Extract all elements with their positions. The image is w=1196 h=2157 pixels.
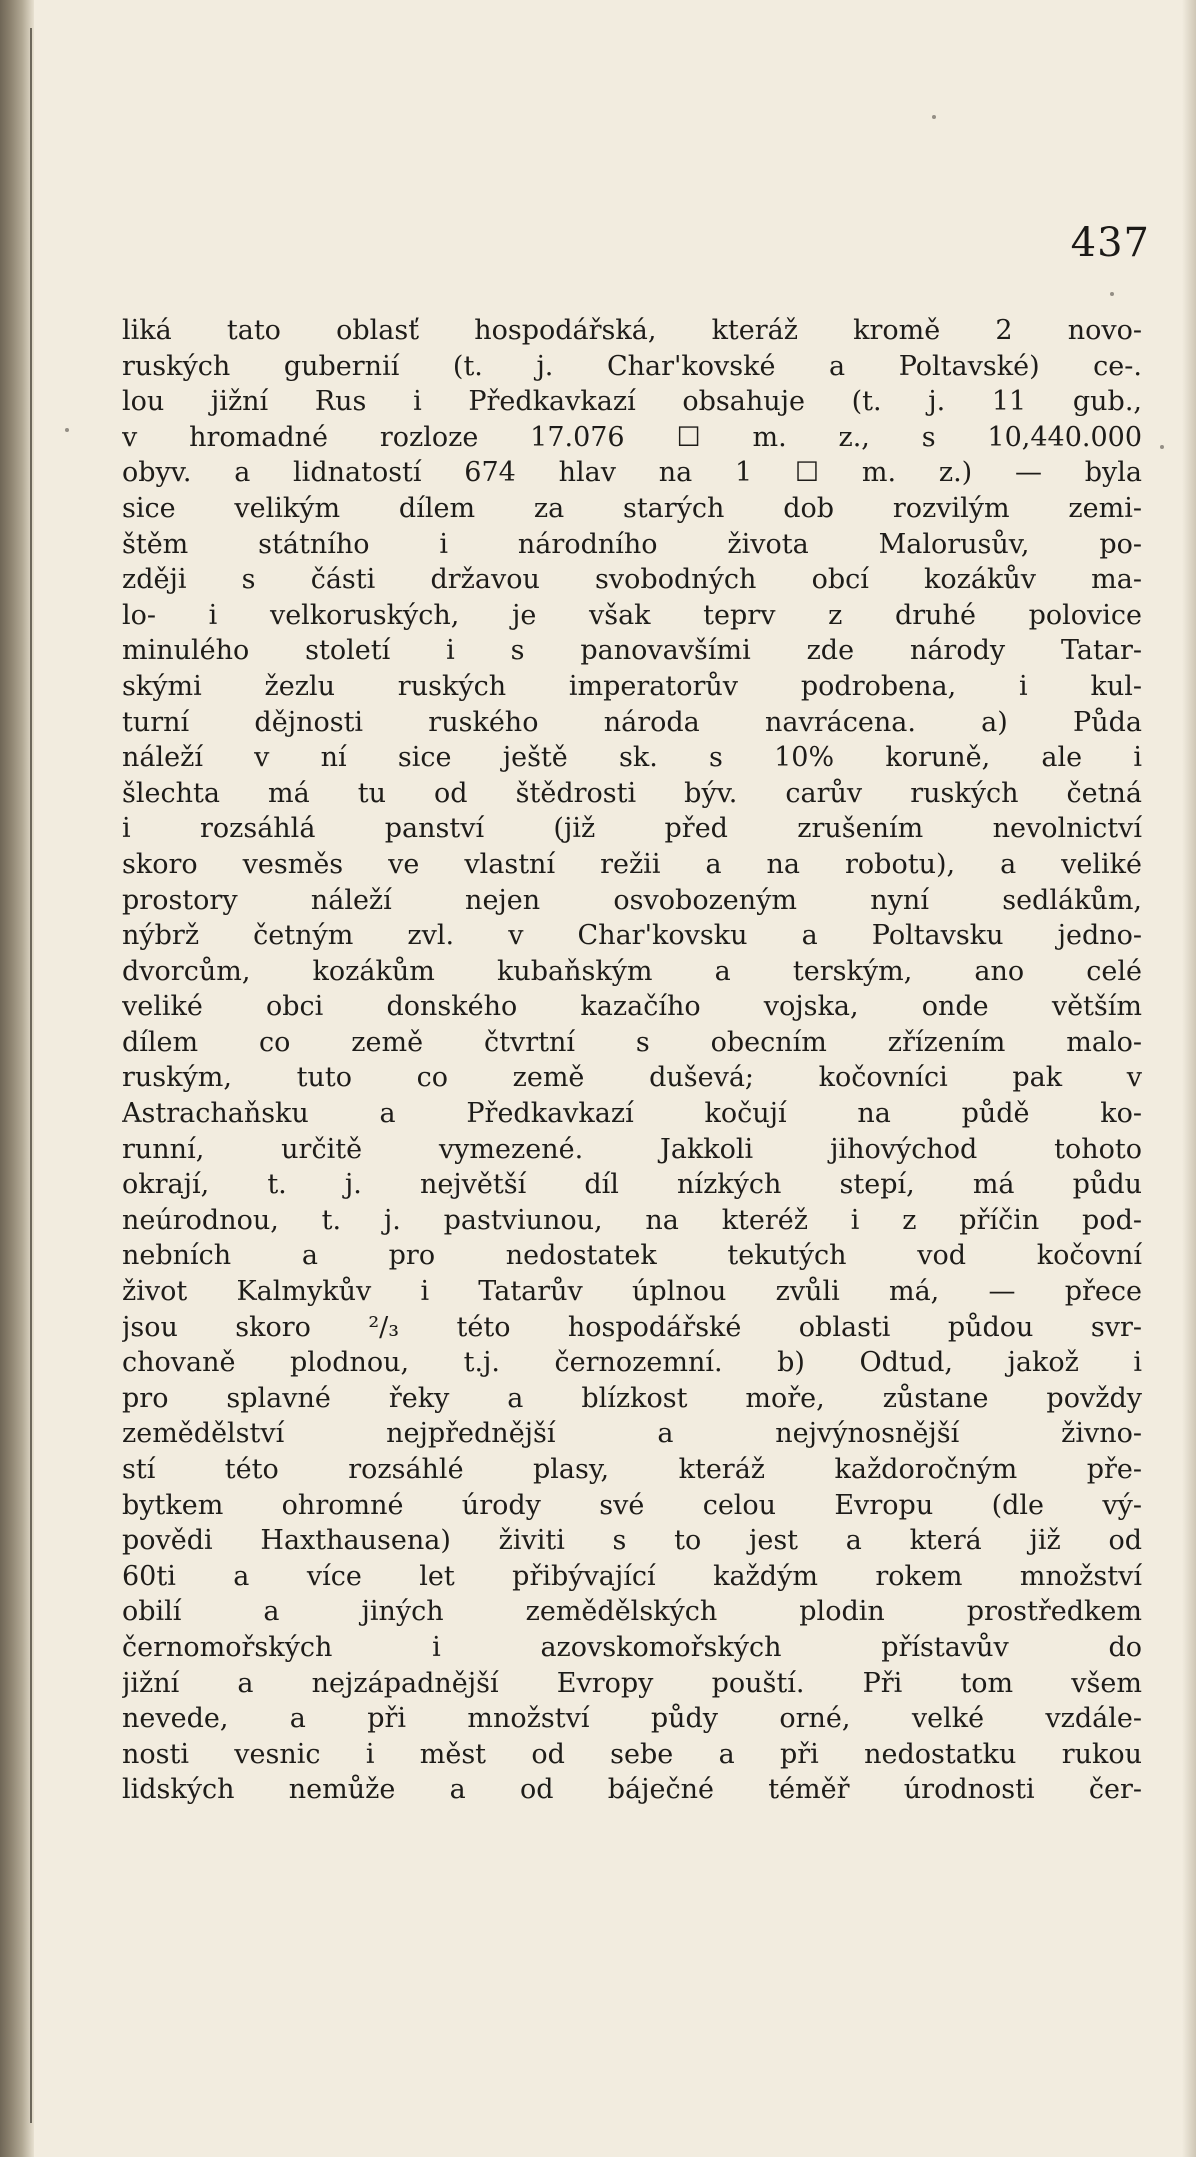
text-line: šlechta má tu od štědrosti býv. carův ruských četná — [122, 777, 1142, 809]
paper-speck — [1110, 292, 1114, 296]
text-line: liká tato oblasť hospodářská, kteráž kromě 2 novo- — [122, 315, 1142, 346]
text-line: 60ti a více let přibývající každým rokem množství — [122, 1560, 1142, 1592]
paper-speck — [932, 115, 936, 119]
paper-speck — [1160, 445, 1164, 449]
text-line: povědi Haxthausena) živiti s to jest a která již od — [122, 1525, 1142, 1557]
text-line: pro splavné řeky a blízkost moře, zůstane povždy — [122, 1382, 1142, 1414]
text-line: veliké obci donského kazačího vojska, onde větším — [122, 991, 1142, 1023]
text-line: v hromadné rozloze 17.076 ☐ m. z., s 10,440.000 — [122, 421, 1142, 453]
text-line: nevede, a při množství půdy orné, velké vzdále- — [122, 1703, 1142, 1735]
text-line: nýbrž četným zvl. v Char'kovsku a Poltavsku jedno- — [122, 920, 1142, 952]
page-number: 437 — [1070, 220, 1150, 266]
text-line: okrají, t. j. největší díl nízkých stepí, má půdu — [122, 1169, 1142, 1201]
text-line: život Kalmykův i Tatarův úplnou zvůli má, — přece — [122, 1276, 1142, 1308]
paper-speck — [65, 428, 69, 432]
text-line: obilí a jiných zemědělských plodin prostředkem — [122, 1596, 1142, 1628]
text-line: chovaně plodnou, t.j. černozemní. b) Odtud, jakož i — [122, 1347, 1142, 1379]
text-line: dílem co země čtvrtní s obecním zřízením malo- — [122, 1026, 1142, 1058]
text-line: ruských gubernií (t. j. Char'kovské a Poltavské) ce-. — [122, 350, 1142, 382]
text-line: lou jižní Rus i Předkavkazí obsahuje (t. j. 11 gub., — [122, 386, 1142, 418]
text-line: dvorcům, kozákům kubaňským a terským, ano celé — [122, 955, 1142, 987]
text-line: sice velikým dílem za starých dob rozvilým zemi- — [122, 492, 1142, 524]
text-line: lo- i velkoruských, je však teprv z druhé polovice — [122, 599, 1142, 631]
text-line: jižní a nejzápadnější Evropy pouští. Při tom všem — [122, 1667, 1142, 1699]
text-line: zemědělství nejpřednější a nejvýnosnější živno- — [122, 1418, 1142, 1450]
text-line: lidských nemůže a od báječné téměř úrodnosti čer- — [122, 1774, 1142, 1806]
text-line: obyv. a lidnatostí 674 hlav na 1 ☐ m. z.) — byla — [122, 457, 1142, 489]
text-line: černomořských i azovskomořských přístavův do — [122, 1631, 1142, 1663]
text-line: nebních a pro nedostatek tekutých vod kočovní — [122, 1240, 1142, 1272]
text-line: bytkem ohromné úrody své celou Evropu (dle vý- — [122, 1489, 1142, 1521]
text-line: zději s části državou svobodných obcí kozákův ma- — [122, 564, 1142, 596]
text-line: skými žezlu ruských imperatorův podrobena, i kul- — [122, 670, 1142, 702]
text-line: turní dějnosti ruského národa navrácena. a) Půda — [122, 706, 1142, 738]
text-line: ruským, tuto co země duševá; kočovníci pak v — [122, 1062, 1142, 1094]
text-line: neúrodnou, t. j. pastviunou, na kteréž i z příčin pod- — [122, 1204, 1142, 1236]
text-line: i rozsáhlá panství (již před zrušením nevolnictví — [122, 813, 1142, 845]
text-line: skoro vesměs ve vlastní režii a na robotu), a veliké — [122, 848, 1142, 880]
text-line: prostory náleží nejen osvobozeným nyní sedlákům, — [122, 884, 1142, 916]
body-text — [122, 313, 1142, 1808]
binding-edge-line — [30, 28, 32, 2123]
text-line: náleží v ní sice ještě sk. s 10% koruně, ale i — [122, 742, 1142, 774]
text-line: jsou skoro ²/₃ této hospodářské oblasti půdou svr- — [122, 1311, 1142, 1343]
text-line: štěm státního i národního života Malorusův, po- — [122, 528, 1142, 560]
text-line: minulého století i s panovavšími zde národy Tatar- — [122, 635, 1142, 667]
text-line: Astrachaňsku a Předkavkazí kočují na půdě ko- — [122, 1098, 1142, 1130]
page-right-edge — [1182, 0, 1196, 2157]
book-spine-shadow — [0, 0, 34, 2157]
text-line: stí této rozsáhlé plasy, kteráž každoročným pře- — [122, 1454, 1142, 1485]
text-line: runní, určitě vymezené. Jakkoli jihovýchod tohoto — [122, 1133, 1142, 1165]
text-line: nosti vesnic i měst od sebe a při nedostatku rukou — [122, 1738, 1142, 1770]
